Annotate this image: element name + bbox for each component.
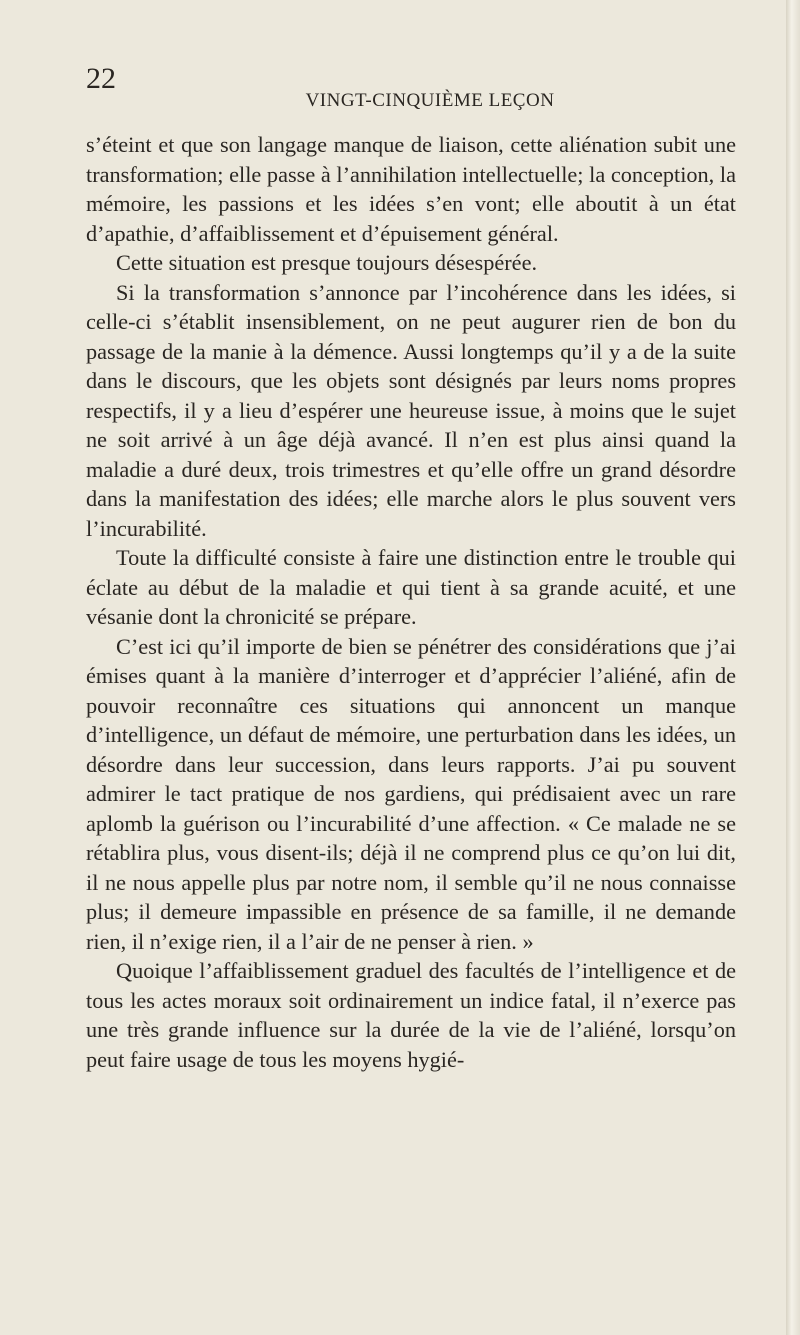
page-edge-shadow [786,0,800,1335]
paragraph: Si la transformation s’annonce par l’incohérence dans les idées, si celle-ci s’établit insensiblement, on ne peut augurer rien de bon du passage de la manie à la démence. Aussi longtemps qu’il y a de la suite dans le discours, que les objets sont désignés par leurs noms propres respectifs, il y a lieu d’espérer une heureuse issue, à moins que le sujet ne soit arrivé à un âge déjà avancé. Il n’en est plus ainsi quand la maladie a duré deux, trois trimestres et qu’elle offre un grand désordre dans la manifestation des idées; elle marche alors le plus souvent vers l’incurabilité. [86,279,736,541]
page-number: 22 [86,62,116,95]
paragraph: C’est ici qu’il importe de bien se pénétrer des considérations que j’ai émises quant à la manière d’interroger et d’apprécier l’aliéné, afin de pouvoir reconnaître ces situations qui annoncent un manque d’intelligence, un défaut de mémoire, une perturbation dans les idées, un désordre dans leur succession, dans leurs rapports. J’ai pu souvent admirer le tact pratique de nos gardiens, qui prédisaient avec un rare aplomb la guérison ou l’incurabilité d’une affection. « Ce malade ne se rétablira plus, vous disent-ils; déjà il ne comprend plus ce qu’on lui dit, il ne nous appelle plus par notre nom, il semble qu’il ne nous connaisse plus; il demeure impassible en présence de sa famille, il ne demande rien, il n’exige rien, il a l’air de ne penser à rien. » [86,633,736,954]
paragraph: Quoique l’affaiblissement graduel des facultés de l’intelligence et de tous les actes moraux soit ordinairement un indice fatal, il n’exerce pas une très grande influence sur la durée de la vie de l’aliéné, lorsqu’on peut faire usage de tous les moyens hygié- [86,958,736,1072]
body-text [86,130,736,1074]
paragraph: s’éteint et que son langage manque de liaison, cette aliénation subit une transformation; elle passe à l’annihilation intellectuelle; la conception, la mémoire, les passions et les idées s’en vont; elle aboutit à un état d’apathie, d’affaiblissement et d’épuisement général. [86,132,736,246]
running-head: VINGT-CINQUIÈME LEÇON [305,90,555,111]
paragraph: Toute la difficulté consiste à faire une distinction entre le trouble qui éclate au début de la maladie et qui tient à sa grande acuité, et une vésanie dont la chronicité se prépare. [86,545,736,629]
paragraph: Cette situation est presque toujours désespérée. [116,250,538,275]
